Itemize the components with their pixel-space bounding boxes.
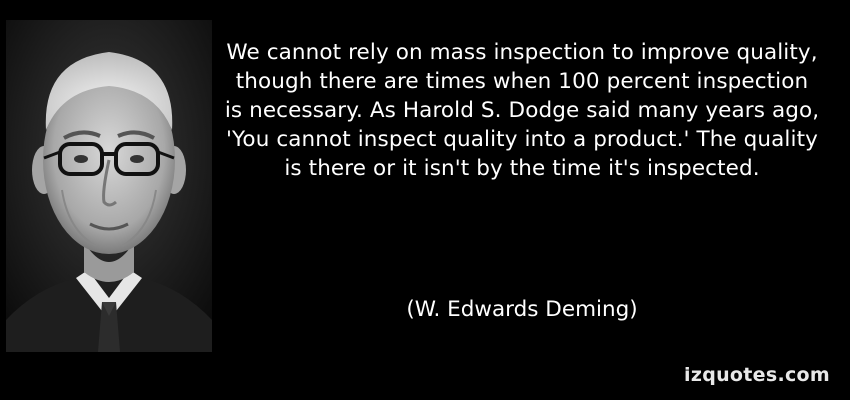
site-watermark: izquotes.com bbox=[684, 364, 830, 386]
quote-text: We cannot rely on mass inspection to improve quality, though there are times when 100 percent inspection is necessary. As Harold S. Dodge said many years ago, 'You cannot inspect quality into a product.' The quality is there or it isn't by the time it's inspected. bbox=[224, 40, 820, 181]
person-portrait-icon bbox=[6, 20, 212, 352]
quote-attribution: (W. Edwards Deming) bbox=[406, 297, 638, 322]
portrait-photo bbox=[6, 20, 212, 352]
